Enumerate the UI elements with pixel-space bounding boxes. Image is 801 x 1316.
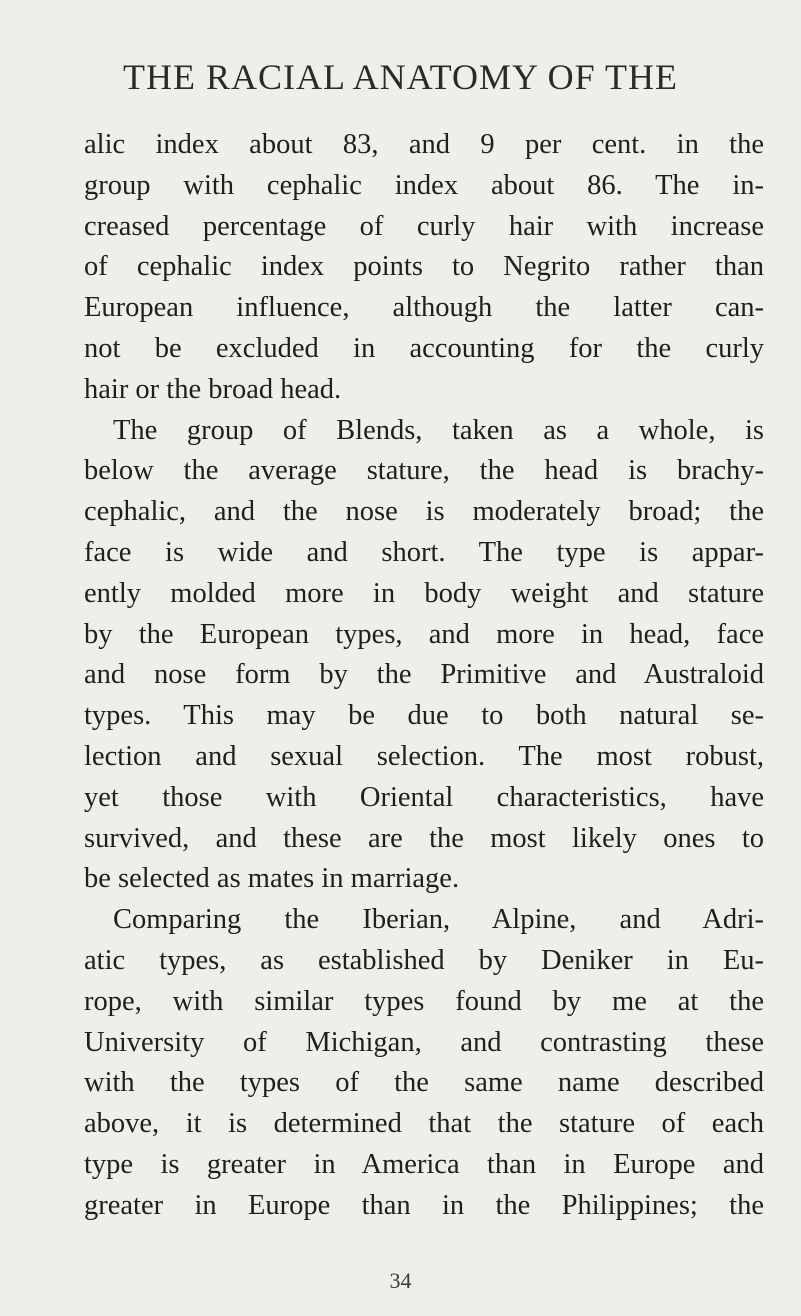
text-line: European influence, although the latter can- [84,292,764,324]
text-line: group with cephalic index about 86. The in- [84,169,764,201]
text-line: creased percentage of curly hair with increase [84,210,764,242]
text-line: be selected as mates in marriage. [84,863,460,895]
text-line: yet those with Oriental characteristics, have [84,781,764,813]
text-line: atic types, as established by Deniker in Eu- [84,944,764,976]
text-line: cephalic, and the nose is moderately broad; the [84,496,764,528]
text-line: type is greater in America than in Europe and [84,1148,764,1180]
text-line: survived, and these are the most likely ones to [84,822,764,854]
text-line: by the European types, and more in head, face [84,618,764,650]
text-line: lection and sexual selection. The most robust, [84,740,764,772]
text-line: greater in Europe than in the Philippines; the [84,1189,764,1221]
body-text [84,125,764,1227]
text-line: and nose form by the Primitive and Australoid [84,659,764,691]
text-line: alic index about 83, and 9 per cent. in the [84,129,764,160]
text-line: below the average stature, the head is brachy- [84,455,764,487]
text-line: University of Michigan, and contrasting these [84,1026,764,1058]
running-head: THE RACIAL ANATOMY OF THE [122,57,678,97]
text-line: of cephalic index points to Negrito rather than [84,251,764,283]
text-line: types. This may be due to both natural se- [84,700,764,732]
text-line: face is wide and short. The type is appar- [84,536,764,568]
text-line: not be excluded in accounting for the curly [84,332,764,364]
page-number: 34 [389,1268,412,1293]
text-line: ently molded more in body weight and stature [84,577,764,609]
text-line: with the types of the same name described [84,1067,764,1099]
text-line: The group of Blends, taken as a whole, is [113,414,764,446]
text-line: rope, with similar types found by me at the [84,985,764,1017]
text-line: Comparing the Iberian, Alpine, and Adri- [113,904,764,936]
text-line: hair or the broad head. [84,373,342,405]
text-line: above, it is determined that the stature of each [84,1108,764,1140]
